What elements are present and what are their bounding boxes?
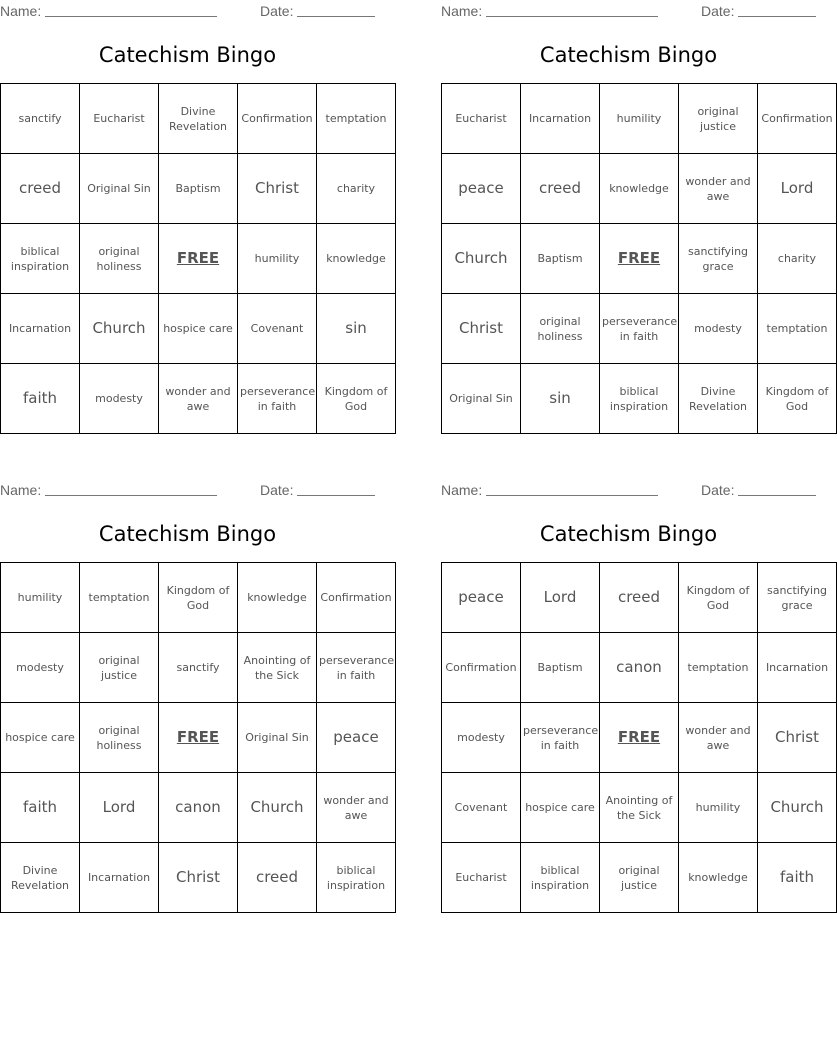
bingo-cell: humility xyxy=(600,84,679,154)
bingo-cell: Church xyxy=(442,224,521,294)
name-blank-line[interactable] xyxy=(486,16,658,17)
bingo-cell: faith xyxy=(1,773,80,843)
bingo-cell: creed xyxy=(521,154,600,224)
free-space: FREE xyxy=(600,224,679,294)
bingo-cell: Christ xyxy=(442,294,521,364)
bingo-cell: Baptism xyxy=(521,633,600,703)
bingo-cell: Original Sin xyxy=(442,364,521,434)
bingo-grid xyxy=(441,562,837,913)
bingo-row xyxy=(442,84,837,154)
bingo-row xyxy=(442,364,837,434)
bingo-cell: hospice care xyxy=(521,773,600,843)
bingo-row xyxy=(1,703,396,773)
bingo-row xyxy=(442,773,837,843)
bingo-cell: perseverance in faith xyxy=(600,294,679,364)
bingo-card-1 xyxy=(0,0,388,440)
bingo-grid xyxy=(441,83,837,434)
card-header xyxy=(0,0,375,22)
bingo-card-3 xyxy=(0,479,395,919)
bingo-row xyxy=(442,633,837,703)
bingo-cell: Incarnation xyxy=(521,84,600,154)
bingo-cell: Kingdom of God xyxy=(317,364,396,434)
bingo-row xyxy=(1,633,396,703)
bingo-cell: knowledge xyxy=(317,224,396,294)
bingo-cell: sin xyxy=(521,364,600,434)
bingo-cell: canon xyxy=(159,773,238,843)
bingo-row xyxy=(1,84,396,154)
bingo-cell: Christ xyxy=(758,703,837,773)
bingo-cell: creed xyxy=(238,843,317,913)
bingo-cell: Confirmation xyxy=(317,563,396,633)
bingo-cell: Lord xyxy=(758,154,837,224)
free-space: FREE xyxy=(159,224,238,294)
bingo-cell: humility xyxy=(1,563,80,633)
bingo-cell: Confirmation xyxy=(758,84,837,154)
bingo-cell: wonder and awe xyxy=(679,703,758,773)
bingo-cell: Baptism xyxy=(521,224,600,294)
bingo-cell: Christ xyxy=(238,154,317,224)
bingo-cell: Baptism xyxy=(159,154,238,224)
bingo-cell: charity xyxy=(758,224,837,294)
bingo-cell: Church xyxy=(80,294,159,364)
bingo-cell: Eucharist xyxy=(80,84,159,154)
date-label: Date: xyxy=(260,482,294,498)
bingo-cell: Anointing of the Sick xyxy=(600,773,679,843)
bingo-cell: modesty xyxy=(442,703,521,773)
bingo-row xyxy=(442,843,837,913)
card-title: Catechism Bingo xyxy=(539,522,718,546)
bingo-row xyxy=(442,154,837,224)
bingo-cell: faith xyxy=(758,843,837,913)
bingo-cell: Church xyxy=(758,773,837,843)
bingo-cell: wonder and awe xyxy=(159,364,238,434)
free-space: FREE xyxy=(159,703,238,773)
bingo-cell: peace xyxy=(442,563,521,633)
card-title: Catechism Bingo xyxy=(98,43,277,67)
name-label: Name: xyxy=(0,482,42,498)
bingo-row xyxy=(442,703,837,773)
bingo-cell: peace xyxy=(442,154,521,224)
bingo-cell: sin xyxy=(317,294,396,364)
name-label: Name: xyxy=(441,482,483,498)
card-title: Catechism Bingo xyxy=(98,522,277,546)
bingo-cell: humility xyxy=(238,224,317,294)
bingo-cell: original justice xyxy=(600,843,679,913)
bingo-cell: Original Sin xyxy=(238,703,317,773)
bingo-cell: biblical inspiration xyxy=(1,224,80,294)
bingo-row xyxy=(1,843,396,913)
date-label: Date: xyxy=(701,3,735,19)
bingo-row xyxy=(1,294,396,364)
bingo-row xyxy=(1,364,396,434)
bingo-cell: creed xyxy=(600,563,679,633)
bingo-cell: Kingdom of God xyxy=(159,563,238,633)
bingo-cell: temptation xyxy=(317,84,396,154)
bingo-cell: knowledge xyxy=(600,154,679,224)
bingo-cell: knowledge xyxy=(238,563,317,633)
bingo-cell: modesty xyxy=(1,633,80,703)
bingo-cell: Confirmation xyxy=(238,84,317,154)
date-blank-line[interactable] xyxy=(738,495,816,496)
bingo-cell: Incarnation xyxy=(80,843,159,913)
bingo-cell: temptation xyxy=(758,294,837,364)
name-blank-line[interactable] xyxy=(45,495,217,496)
bingo-cell: Church xyxy=(238,773,317,843)
bingo-cell: peace xyxy=(317,703,396,773)
bingo-grid xyxy=(0,562,396,913)
bingo-cell: Anointing of the Sick xyxy=(238,633,317,703)
bingo-cell: Original Sin xyxy=(80,154,159,224)
bingo-cell: Divine Revelation xyxy=(159,84,238,154)
name-label: Name: xyxy=(441,3,483,19)
date-label: Date: xyxy=(260,3,294,19)
free-space: FREE xyxy=(600,703,679,773)
bingo-cell: faith xyxy=(1,364,80,434)
card-header xyxy=(441,0,816,22)
bingo-cell: wonder and awe xyxy=(679,154,758,224)
bingo-card-4 xyxy=(441,479,829,919)
date-blank-line[interactable] xyxy=(738,16,816,17)
bingo-cell: hospice care xyxy=(1,703,80,773)
bingo-cell: Incarnation xyxy=(758,633,837,703)
bingo-cell: humility xyxy=(679,773,758,843)
bingo-row xyxy=(1,224,396,294)
bingo-cell: Kingdom of God xyxy=(758,364,837,434)
bingo-cell: Eucharist xyxy=(442,84,521,154)
bingo-cell: hospice care xyxy=(159,294,238,364)
bingo-cell: Incarnation xyxy=(1,294,80,364)
bingo-cell: perseverance in faith xyxy=(521,703,600,773)
bingo-row xyxy=(1,154,396,224)
bingo-cell: Lord xyxy=(80,773,159,843)
card-header xyxy=(0,479,375,501)
bingo-cell: modesty xyxy=(80,364,159,434)
bingo-cell: sanctify xyxy=(159,633,238,703)
bingo-cell: modesty xyxy=(679,294,758,364)
bingo-cell: original justice xyxy=(679,84,758,154)
bingo-row xyxy=(442,563,837,633)
bingo-cell: Kingdom of God xyxy=(679,563,758,633)
bingo-cell: Lord xyxy=(521,563,600,633)
date-blank-line[interactable] xyxy=(297,495,375,496)
bingo-cell: Divine Revelation xyxy=(679,364,758,434)
bingo-cell: creed xyxy=(1,154,80,224)
date-blank-line[interactable] xyxy=(297,16,375,17)
bingo-cell: temptation xyxy=(679,633,758,703)
bingo-grid xyxy=(0,83,396,434)
bingo-cell: temptation xyxy=(80,563,159,633)
date-label: Date: xyxy=(701,482,735,498)
bingo-cell: wonder and awe xyxy=(317,773,396,843)
name-blank-line[interactable] xyxy=(45,16,217,17)
bingo-row xyxy=(442,294,837,364)
bingo-cell: charity xyxy=(317,154,396,224)
bingo-card-2 xyxy=(441,0,833,440)
bingo-cell: biblical inspiration xyxy=(317,843,396,913)
bingo-cell: original holiness xyxy=(80,703,159,773)
bingo-cell: original holiness xyxy=(521,294,600,364)
bingo-cell: Covenant xyxy=(442,773,521,843)
card-header xyxy=(441,479,816,501)
bingo-cell: knowledge xyxy=(679,843,758,913)
bingo-row xyxy=(1,773,396,843)
bingo-row xyxy=(442,224,837,294)
bingo-cell: Christ xyxy=(159,843,238,913)
bingo-cell: canon xyxy=(600,633,679,703)
name-label: Name: xyxy=(0,3,42,19)
bingo-cell: original justice xyxy=(80,633,159,703)
bingo-cell: sanctifying grace xyxy=(758,563,837,633)
bingo-cell: perseverance in faith xyxy=(238,364,317,434)
bingo-cell: Covenant xyxy=(238,294,317,364)
bingo-cell: perseverance in faith xyxy=(317,633,396,703)
bingo-cell: original holiness xyxy=(80,224,159,294)
bingo-cell: Confirmation xyxy=(442,633,521,703)
bingo-cell: sanctify xyxy=(1,84,80,154)
bingo-cell: biblical inspiration xyxy=(600,364,679,434)
bingo-cell: Divine Revelation xyxy=(1,843,80,913)
bingo-cell: biblical inspiration xyxy=(521,843,600,913)
card-title: Catechism Bingo xyxy=(539,43,718,67)
name-blank-line[interactable] xyxy=(486,495,658,496)
bingo-cell: sanctifying grace xyxy=(679,224,758,294)
bingo-row xyxy=(1,563,396,633)
bingo-cell: Eucharist xyxy=(442,843,521,913)
